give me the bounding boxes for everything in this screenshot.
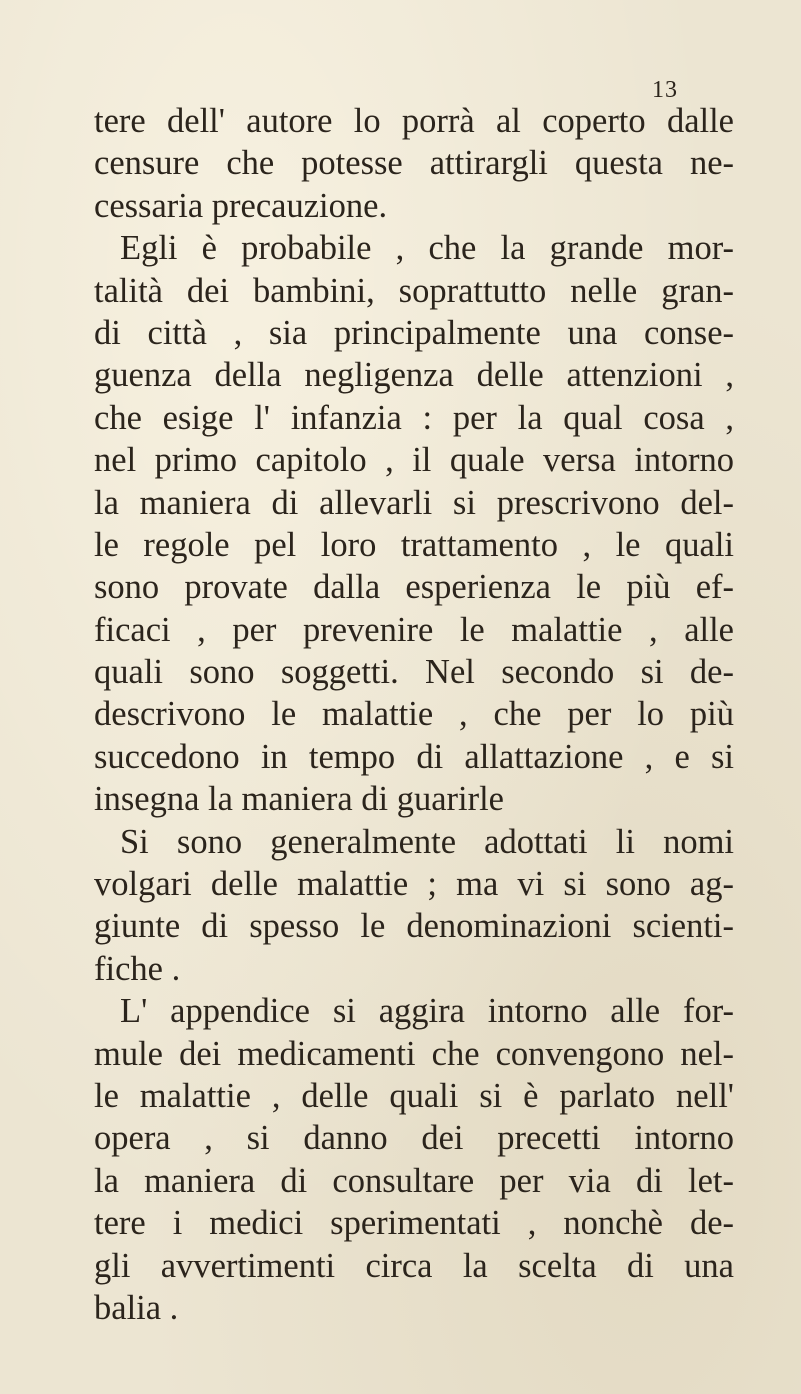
text-line: succedono in tempo di allattazione , e si <box>94 737 734 776</box>
text-line: giunte di spesso le denominazioni scienti- <box>94 907 734 946</box>
text-line: talità dei bambini, soprattutto nelle gran- <box>94 271 734 310</box>
text-line: mule dei medicamenti che convengono nel- <box>94 1034 734 1073</box>
text-line: le malattie , delle quali si è parlato nell' <box>94 1076 734 1115</box>
text-line: censure che potesse attirargli questa ne- <box>94 144 734 183</box>
text-line: balia . <box>94 1288 179 1327</box>
text-line: fiche . <box>94 949 181 988</box>
text-line: che esige l' infanzia : per la qual cosa , <box>94 398 734 437</box>
text-line: le regole pel loro trattamento , le quali <box>94 525 734 564</box>
page-number: 13 <box>652 77 678 103</box>
text-line: ficaci , per prevenire le malattie , alle <box>94 610 734 649</box>
text-line: tere i medici sperimentati , nonchè de- <box>94 1204 734 1243</box>
text-line: volgari delle malattie ; ma vi si sono ag- <box>94 865 734 904</box>
text-line: descrivono le malattie , che per lo più <box>94 695 734 734</box>
paragraph-start-line: Si sono generalmente adottati li nomi <box>120 822 734 861</box>
text-line: sono provate dalla esperienza le più ef- <box>94 568 734 607</box>
paragraph-start-line: L' appendice si aggira intorno alle for- <box>120 992 734 1031</box>
text-line: gli avvertimenti circa la scelta di una <box>94 1246 734 1285</box>
text-line: cessaria precauzione. <box>94 186 388 225</box>
text-line: di città , sia principalmente una conse- <box>94 313 734 352</box>
body-text <box>94 100 734 1329</box>
text-line: insegna la maniera di guarirle <box>94 780 504 819</box>
text-line: guenza della negligenza delle attenzioni , <box>94 356 734 395</box>
text-line: nel primo capitolo , il quale versa intorno <box>94 441 734 480</box>
text-line: opera , si danno dei precetti intorno <box>94 1119 734 1158</box>
paragraph-start-line: Egli è probabile , che la grande mor- <box>120 229 734 268</box>
text-line: quali sono soggetti. Nel secondo si de- <box>94 653 734 692</box>
text-line: la maniera di allevarli si prescrivono del- <box>94 483 734 522</box>
text-line: tere dell' autore lo porrà al coperto dalle <box>94 102 734 140</box>
text-line: la maniera di consultare per via di let- <box>94 1161 734 1200</box>
